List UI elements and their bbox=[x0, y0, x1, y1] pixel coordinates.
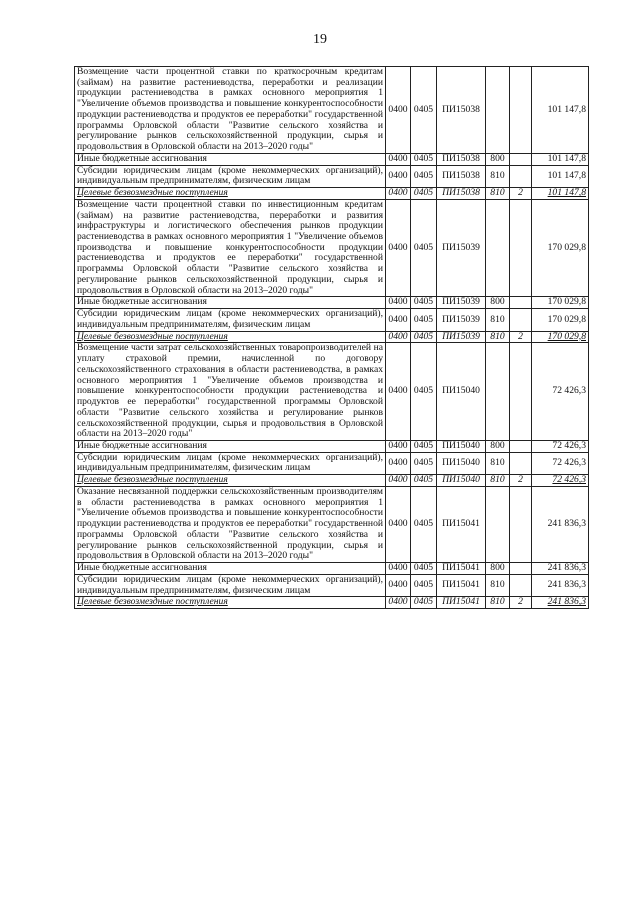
subsection-code: 0405 bbox=[411, 563, 437, 575]
source-code bbox=[510, 563, 532, 575]
amount: 101 147,8 bbox=[532, 188, 589, 200]
source-code: 2 bbox=[510, 597, 532, 609]
section-code: 0400 bbox=[386, 563, 411, 575]
table-row bbox=[75, 153, 589, 165]
amount: 170 029,8 bbox=[532, 297, 589, 309]
expense-type-code: 800 bbox=[486, 563, 510, 575]
amount: 170 029,8 bbox=[532, 199, 589, 297]
section-code: 0400 bbox=[386, 597, 411, 609]
section-code: 0400 bbox=[386, 475, 411, 487]
section-code: 0400 bbox=[386, 440, 411, 452]
source-code bbox=[510, 309, 532, 331]
row-description: Субсидии юридическим лицам (кроме некоммерческих организаций), индивидуальным предпринимателям, физическим лицам bbox=[75, 165, 386, 187]
table-row bbox=[75, 563, 589, 575]
amount: 170 029,8 bbox=[532, 331, 589, 343]
subsection-code: 0405 bbox=[411, 574, 437, 596]
row-description: Субсидии юридическим лицам (кроме некоммерческих организаций), индивидуальным предпринимателям, физическим лицам bbox=[75, 574, 386, 596]
section-code: 0400 bbox=[386, 486, 411, 562]
target-article-code: ПИ15039 bbox=[437, 199, 486, 297]
source-code bbox=[510, 440, 532, 452]
source-code bbox=[510, 343, 532, 441]
target-article-code: ПИ15040 bbox=[437, 440, 486, 452]
expense-type-code bbox=[486, 486, 510, 562]
table-row bbox=[75, 165, 589, 187]
source-code bbox=[510, 199, 532, 297]
row-description: Иные бюджетные ассигнования bbox=[75, 297, 386, 309]
subsection-code: 0405 bbox=[411, 486, 437, 562]
target-article-code: ПИ15041 bbox=[437, 574, 486, 596]
subsection-code: 0405 bbox=[411, 343, 437, 441]
subsection-code: 0405 bbox=[411, 188, 437, 200]
row-description: Иные бюджетные ассигнования bbox=[75, 153, 386, 165]
target-article-code: ПИ15038 bbox=[437, 67, 486, 154]
expense-type-code: 810 bbox=[486, 188, 510, 200]
source-code: 2 bbox=[510, 475, 532, 487]
table-row-targeted bbox=[75, 475, 589, 487]
expense-type-code: 810 bbox=[486, 452, 510, 474]
source-code bbox=[510, 452, 532, 474]
subsection-code: 0405 bbox=[411, 452, 437, 474]
amount: 72 426,3 bbox=[532, 452, 589, 474]
expense-type-code: 810 bbox=[486, 475, 510, 487]
table-row bbox=[75, 297, 589, 309]
target-article-code: ПИ15038 bbox=[437, 165, 486, 187]
amount: 241 836,3 bbox=[532, 486, 589, 562]
table-row-main bbox=[75, 199, 589, 297]
source-code bbox=[510, 165, 532, 187]
section-code: 0400 bbox=[386, 199, 411, 297]
subsection-code: 0405 bbox=[411, 153, 437, 165]
target-article-code: ПИ15038 bbox=[437, 153, 486, 165]
amount: 72 426,3 bbox=[532, 343, 589, 441]
table-body bbox=[75, 67, 589, 609]
amount: 101 147,8 bbox=[532, 165, 589, 187]
subsection-code: 0405 bbox=[411, 331, 437, 343]
target-article-code: ПИ15039 bbox=[437, 309, 486, 331]
amount: 72 426,3 bbox=[532, 440, 589, 452]
row-description: Возмещение части затрат сельскохозяйственных товаропроизводителей на уплату страховой премии, начисленной по договору сельскохозяйственного страхования в области растениеводства, в рамках основного мероприятия 1 "Увеличение объемов производства и повышение конкурентоспособности продукции растениеводства и продуктов ее переработки" государственной программы Орловской области "Развитие сельского хозяйства и регулирование рынков сельскохозяйственной продукции, сырья и продовольствия в Орловской области на 2013–2020 годы" bbox=[75, 343, 386, 441]
row-description: Целевые безвозмездные поступления bbox=[75, 475, 386, 487]
expense-type-code: 800 bbox=[486, 153, 510, 165]
target-article-code: ПИ15039 bbox=[437, 297, 486, 309]
row-description: Оказание несвязанной поддержки сельскохозяйственным производителям в области растениеводства в рамках основного мероприятия 1 "Увеличение объемов производства и повышение конкурентоспособности продукции растениеводства и продуктов ее переработки" государственной программы Орловской области "Развитие сельского хозяйства и регулирование рынков сельскохозяйственной продукции, сырья и продовольствия в Орловской области на 2013–2020 годы" bbox=[75, 486, 386, 562]
table-row bbox=[75, 309, 589, 331]
expense-type-code: 810 bbox=[486, 165, 510, 187]
expense-type-code: 810 bbox=[486, 597, 510, 609]
row-description: Иные бюджетные ассигнования bbox=[75, 563, 386, 575]
subsection-code: 0405 bbox=[411, 440, 437, 452]
subsection-code: 0405 bbox=[411, 199, 437, 297]
amount: 241 836,3 bbox=[532, 574, 589, 596]
page-number: 19 bbox=[313, 32, 327, 47]
target-article-code: ПИ15041 bbox=[437, 563, 486, 575]
table-row-main bbox=[75, 486, 589, 562]
source-code bbox=[510, 153, 532, 165]
target-article-code: ПИ15039 bbox=[437, 331, 486, 343]
table-row bbox=[75, 574, 589, 596]
row-description: Целевые безвозмездные поступления bbox=[75, 597, 386, 609]
expense-type-code bbox=[486, 199, 510, 297]
section-code: 0400 bbox=[386, 188, 411, 200]
section-code: 0400 bbox=[386, 165, 411, 187]
table-row bbox=[75, 440, 589, 452]
subsection-code: 0405 bbox=[411, 309, 437, 331]
table-row-main bbox=[75, 67, 589, 154]
row-description: Целевые безвозмездные поступления bbox=[75, 331, 386, 343]
subsection-code: 0405 bbox=[411, 297, 437, 309]
row-description: Целевые безвозмездные поступления bbox=[75, 188, 386, 200]
table-row bbox=[75, 452, 589, 474]
target-article-code: ПИ15040 bbox=[437, 475, 486, 487]
section-code: 0400 bbox=[386, 297, 411, 309]
target-article-code: ПИ15040 bbox=[437, 452, 486, 474]
section-code: 0400 bbox=[386, 67, 411, 154]
source-code: 2 bbox=[510, 188, 532, 200]
amount: 170 029,8 bbox=[532, 309, 589, 331]
table-row-main bbox=[75, 343, 589, 441]
amount: 241 836,3 bbox=[532, 563, 589, 575]
subsection-code: 0405 bbox=[411, 475, 437, 487]
expense-type-code: 810 bbox=[486, 331, 510, 343]
source-code bbox=[510, 67, 532, 154]
expense-type-code bbox=[486, 67, 510, 154]
section-code: 0400 bbox=[386, 452, 411, 474]
row-description: Возмещение части процентной ставки по краткосрочным кредитам (займам) на развитие растениеводства, переработки и реализации продукции растениеводства в рамках основного мероприятия 1 "Увеличение объемов производства и повышение конкурентоспособности продукции растениеводства и продуктов ее переработки" государственной программы Орловской области "Развитие сельского хозяйства и регулирование рынков сельскохозяйственной продукции, сырья и продовольствия в Орловской области на 2013–2020 годы" bbox=[75, 67, 386, 154]
target-article-code: ПИ15041 bbox=[437, 486, 486, 562]
row-description: Субсидии юридическим лицам (кроме некоммерческих организаций), индивидуальным предпринимателям, физическим лицам bbox=[75, 309, 386, 331]
expense-type-code: 800 bbox=[486, 440, 510, 452]
table-row-targeted bbox=[75, 331, 589, 343]
section-code: 0400 bbox=[386, 153, 411, 165]
table-row-targeted bbox=[75, 597, 589, 609]
amount: 72 426,3 bbox=[532, 475, 589, 487]
row-description: Иные бюджетные ассигнования bbox=[75, 440, 386, 452]
source-code bbox=[510, 486, 532, 562]
budget-table bbox=[74, 66, 589, 609]
source-code bbox=[510, 574, 532, 596]
target-article-code: ПИ15041 bbox=[437, 597, 486, 609]
section-code: 0400 bbox=[386, 574, 411, 596]
expense-type-code bbox=[486, 343, 510, 441]
target-article-code: ПИ15038 bbox=[437, 188, 486, 200]
source-code: 2 bbox=[510, 331, 532, 343]
amount: 241 836,3 bbox=[532, 597, 589, 609]
expense-type-code: 810 bbox=[486, 309, 510, 331]
section-code: 0400 bbox=[386, 309, 411, 331]
subsection-code: 0405 bbox=[411, 597, 437, 609]
subsection-code: 0405 bbox=[411, 67, 437, 154]
target-article-code: ПИ15040 bbox=[437, 343, 486, 441]
expense-type-code: 810 bbox=[486, 574, 510, 596]
amount: 101 147,8 bbox=[532, 67, 589, 154]
section-code: 0400 bbox=[386, 331, 411, 343]
amount: 101 147,8 bbox=[532, 153, 589, 165]
table-row-targeted bbox=[75, 188, 589, 200]
source-code bbox=[510, 297, 532, 309]
section-code: 0400 bbox=[386, 343, 411, 441]
row-description: Возмещение части процентной ставки по инвестиционным кредитам (займам) на развитие растениеводства, переработки и развития инфраструктуры и логистического обеспечения рынков продукции растениеводства в рамках основного мероприятия 1 "Увеличение объемов производства и повышение конкурентоспособности продукции растениеводства и продуктов ее переработки" государственной программы Орловской области "Развитие сельского хозяйства и регулирование рынков сельскохозяйственной продукции, сырья и продовольствия в Орловской области на 2013–2020 годы" bbox=[75, 199, 386, 297]
row-description: Субсидии юридическим лицам (кроме некоммерческих организаций), индивидуальным предпринимателям, физическим лицам bbox=[75, 452, 386, 474]
subsection-code: 0405 bbox=[411, 165, 437, 187]
expense-type-code: 800 bbox=[486, 297, 510, 309]
